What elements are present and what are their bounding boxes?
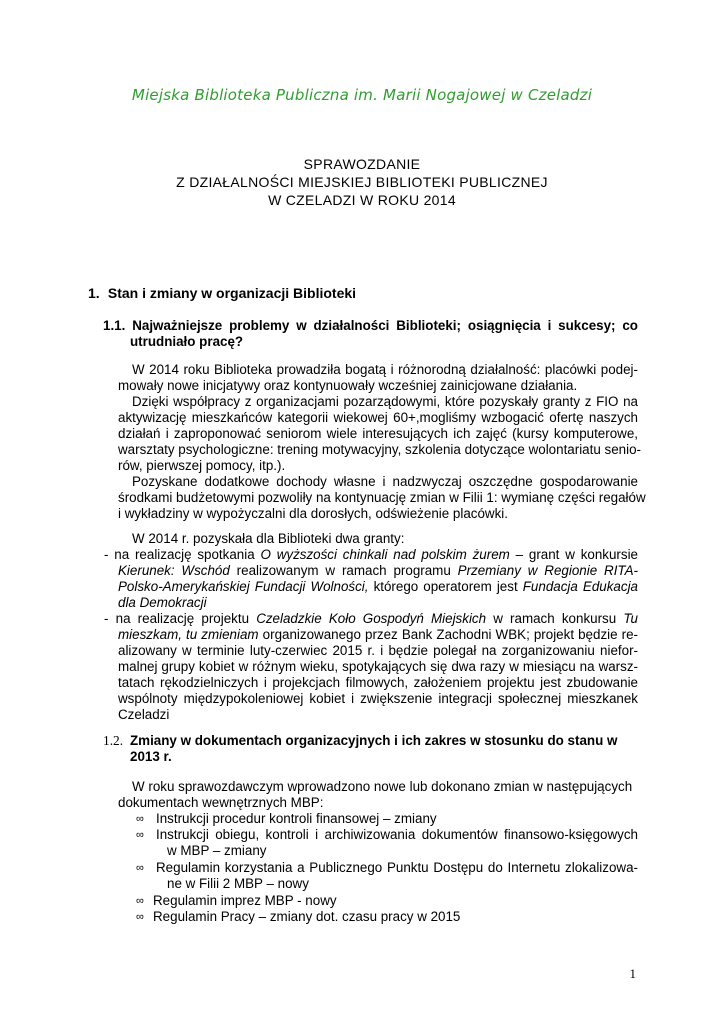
title-line-3: W CZELADZI W ROKU 2014: [268, 192, 456, 208]
subsection-1-2-heading: [103, 733, 638, 765]
document-list-item: ∞ Regulamin imprez MBP - nowy: [136, 893, 337, 908]
infinity-bullet-icon: ∞: [136, 829, 144, 841]
page-number: 1: [629, 966, 636, 981]
subsection-1-2-number: 1.2.: [103, 733, 124, 748]
library-name-header: Miejska Biblioteka Publiczna im. Marii Nogajowej w Czeladzi: [131, 86, 593, 104]
subsection-1-1-heading: [103, 318, 638, 350]
infinity-bullet-icon: ∞: [136, 813, 144, 825]
infinity-bullet-icon: ∞: [136, 862, 144, 874]
grant-2-project-title: Czeladzkie Koło Gospodyń Miejskich: [256, 611, 487, 626]
infinity-bullet-icon: ∞: [136, 895, 144, 907]
document-list-item: ∞ Regulamin korzystania a Publicznego Punktu Dostępu do Internetu zlokalizowa- ne w Filii 2 MBP – nowy: [136, 860, 638, 891]
paragraph-1: W 2014 roku Biblioteka prowadziła bogatą i różnorodną działalność: placówki podej- mowały nowe inicjatywy oraz kontynuowały wcześniej zainicjowane działania.: [118, 362, 638, 393]
documents-intro: W roku sprawozdawczym wprowadzono nowe lub dokonano zmian w następujących dokumentach wewnętrznych MBP:: [118, 779, 633, 810]
title-line-2: Z DZIAŁALNOŚCI MIEJSKIEJ BIBLIOTEKI PUBLICZNEJ: [176, 174, 548, 190]
report-title: [0, 155, 724, 209]
document-list-item: ∞ Regulamin Pracy – zmiany dot. czasu pracy w 2015: [136, 909, 461, 924]
section-1-title: Stan i zmiany w organizacji Biblioteki: [107, 285, 357, 301]
paragraph-3: Pozyskane dodatkowe dochody własne i nadzwyczaj oszczędne gospodarowanie środkami budżetowymi pozwoliły na kontynuację zmian w Filii 1: wymianę części regałów i wykładziny w wypożyczalni dla dorosłych, odświeżenie placówki.: [118, 474, 646, 521]
document-list-item: ∞ Instrukcji obiegu, kontroli i archiwizowania dokumentów finansowo-księgowych w MBP – zmiany: [136, 827, 638, 858]
grant-1-item: - na realizację spotkania O wyższości chinkali nad polskim żurem – grant w konkursie Kierunek: Wschód realizowanym w ramach programu Przemiany w Regionie RITA- Polsko-Amerykańskiej Fundacji Wolności, którego operatorem jest Fundacja Edukacja dla Demokracji: [104, 547, 638, 610]
section-1-number: 1.: [88, 285, 100, 301]
document-list-item: ∞ Instrukcji procedur kontroli finansowej – zmiany: [136, 811, 437, 826]
subsection-1-1-title-line1: Najważniejsze problemy w działalności Biblioteki; osiągnięcia i sukcesy; co: [132, 318, 638, 333]
subsection-1-1-title-line2: utrudniało pracę?: [130, 334, 244, 349]
paragraph-2: Dzięki współpracy z organizacjami pozarządowymi, które pozyskały granty z FIO na aktywizację mieszkańców kategorii wiekowej 60+,mogliśmy wzbogacić ofertę naszych działań i zaproponować seniorom wiele interesujących ich zajęć (kursy komputerowe, warsztaty psychologiczne: trening motywacyjny, szkolenia dotyczące wolontariatu senio- rów, pierwszej pomocy, itp.).: [118, 394, 641, 473]
section-1-heading: [88, 285, 356, 301]
infinity-bullet-icon: ∞: [136, 911, 144, 923]
subsection-1-2-title-line1: Zmiany w dokumentach organizacyjnych i ich zakres w stosunku do stanu w: [130, 733, 618, 748]
subsection-1-1-number: 1.1.: [103, 318, 126, 333]
grants-intro: W 2014 r. pozyskała dla Biblioteki dwa granty:: [132, 531, 405, 546]
title-line-1: SPRAWOZDANIE: [303, 156, 421, 172]
grant-2-item: - na realizację projektu Czeladzkie Koło Gospodyń Miejskich w ramach konkursu Tu mieszkam, tu zmieniam organizowanego przez Bank Zachodni WBK; projekt będzie re- alizowany w terminie luty-czerwiec 2015 r. i będzie polegał na zorganizowaniu niefor- malnej grupy kobiet w różnym wieku, spotykających się dwa razy w miesiącu na warsz- tatach rękodzielniczych i projekcjach filmowych, założeniem projektu jest zbudowanie wspólnoty międzypokoleniowej kobiet i zwiększenie integracji społecznej mieszkanek Czeladzi: [104, 611, 639, 722]
grant-1-event-title: O wyższości chinkali nad polskim żurem: [260, 547, 510, 562]
subsection-1-2-title-line2: 2013 r.: [130, 749, 172, 764]
